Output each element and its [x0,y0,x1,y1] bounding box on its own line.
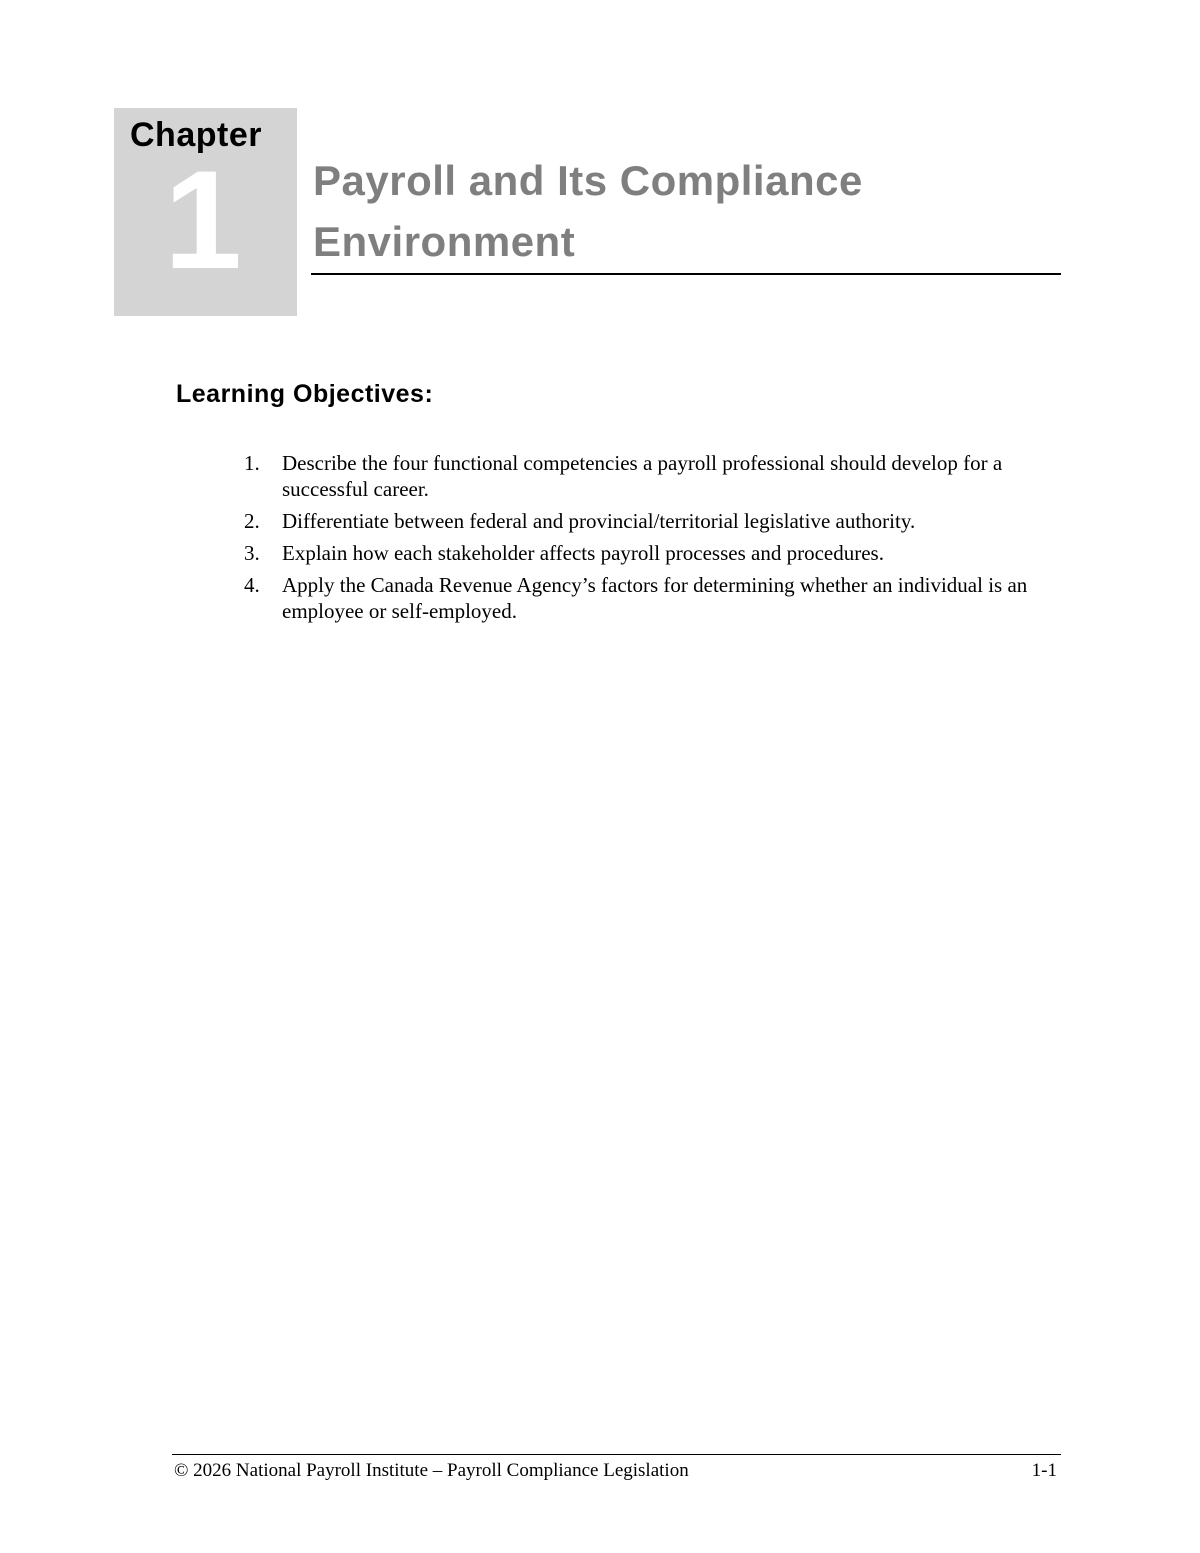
title-divider [311,273,1061,275]
chapter-label: Chapter [130,116,262,154]
objective-text: Explain how each stakeholder affects payroll processes and procedures. [282,541,884,565]
objective-number: 4. [244,573,260,597]
chapter-title-line-1: Payroll and Its Compliance [313,157,863,204]
footer-divider [172,1454,1061,1455]
footer-copyright: © 2026 National Payroll Institute – Payroll Compliance Legislation [174,1460,689,1481]
learning-objectives-list [244,450,1044,630]
learning-objectives-heading: Learning Objectives: [176,380,434,408]
chapter-title-line-2: Environment [313,218,576,265]
objective-number: 2. [244,509,260,533]
chapter-title [313,150,1053,272]
objective-item [244,450,1044,502]
chapter-number: 1 [164,141,242,298]
objective-text: Apply the Canada Revenue Agency’s factors for determining whether an individual is an employee or self-employed. [282,573,1028,623]
objective-item [244,508,1044,534]
objective-text: Differentiate between federal and provincial/territorial legislative authority. [282,509,916,533]
chapter-badge [114,108,297,316]
page-number: 1-1 [1031,1460,1057,1481]
objective-number: 1. [244,451,260,475]
objective-number: 3. [244,541,260,565]
objective-item [244,540,1044,566]
objective-text: Describe the four functional competencies a payroll professional should develop for a successful career. [282,451,1003,501]
objective-item [244,572,1044,624]
